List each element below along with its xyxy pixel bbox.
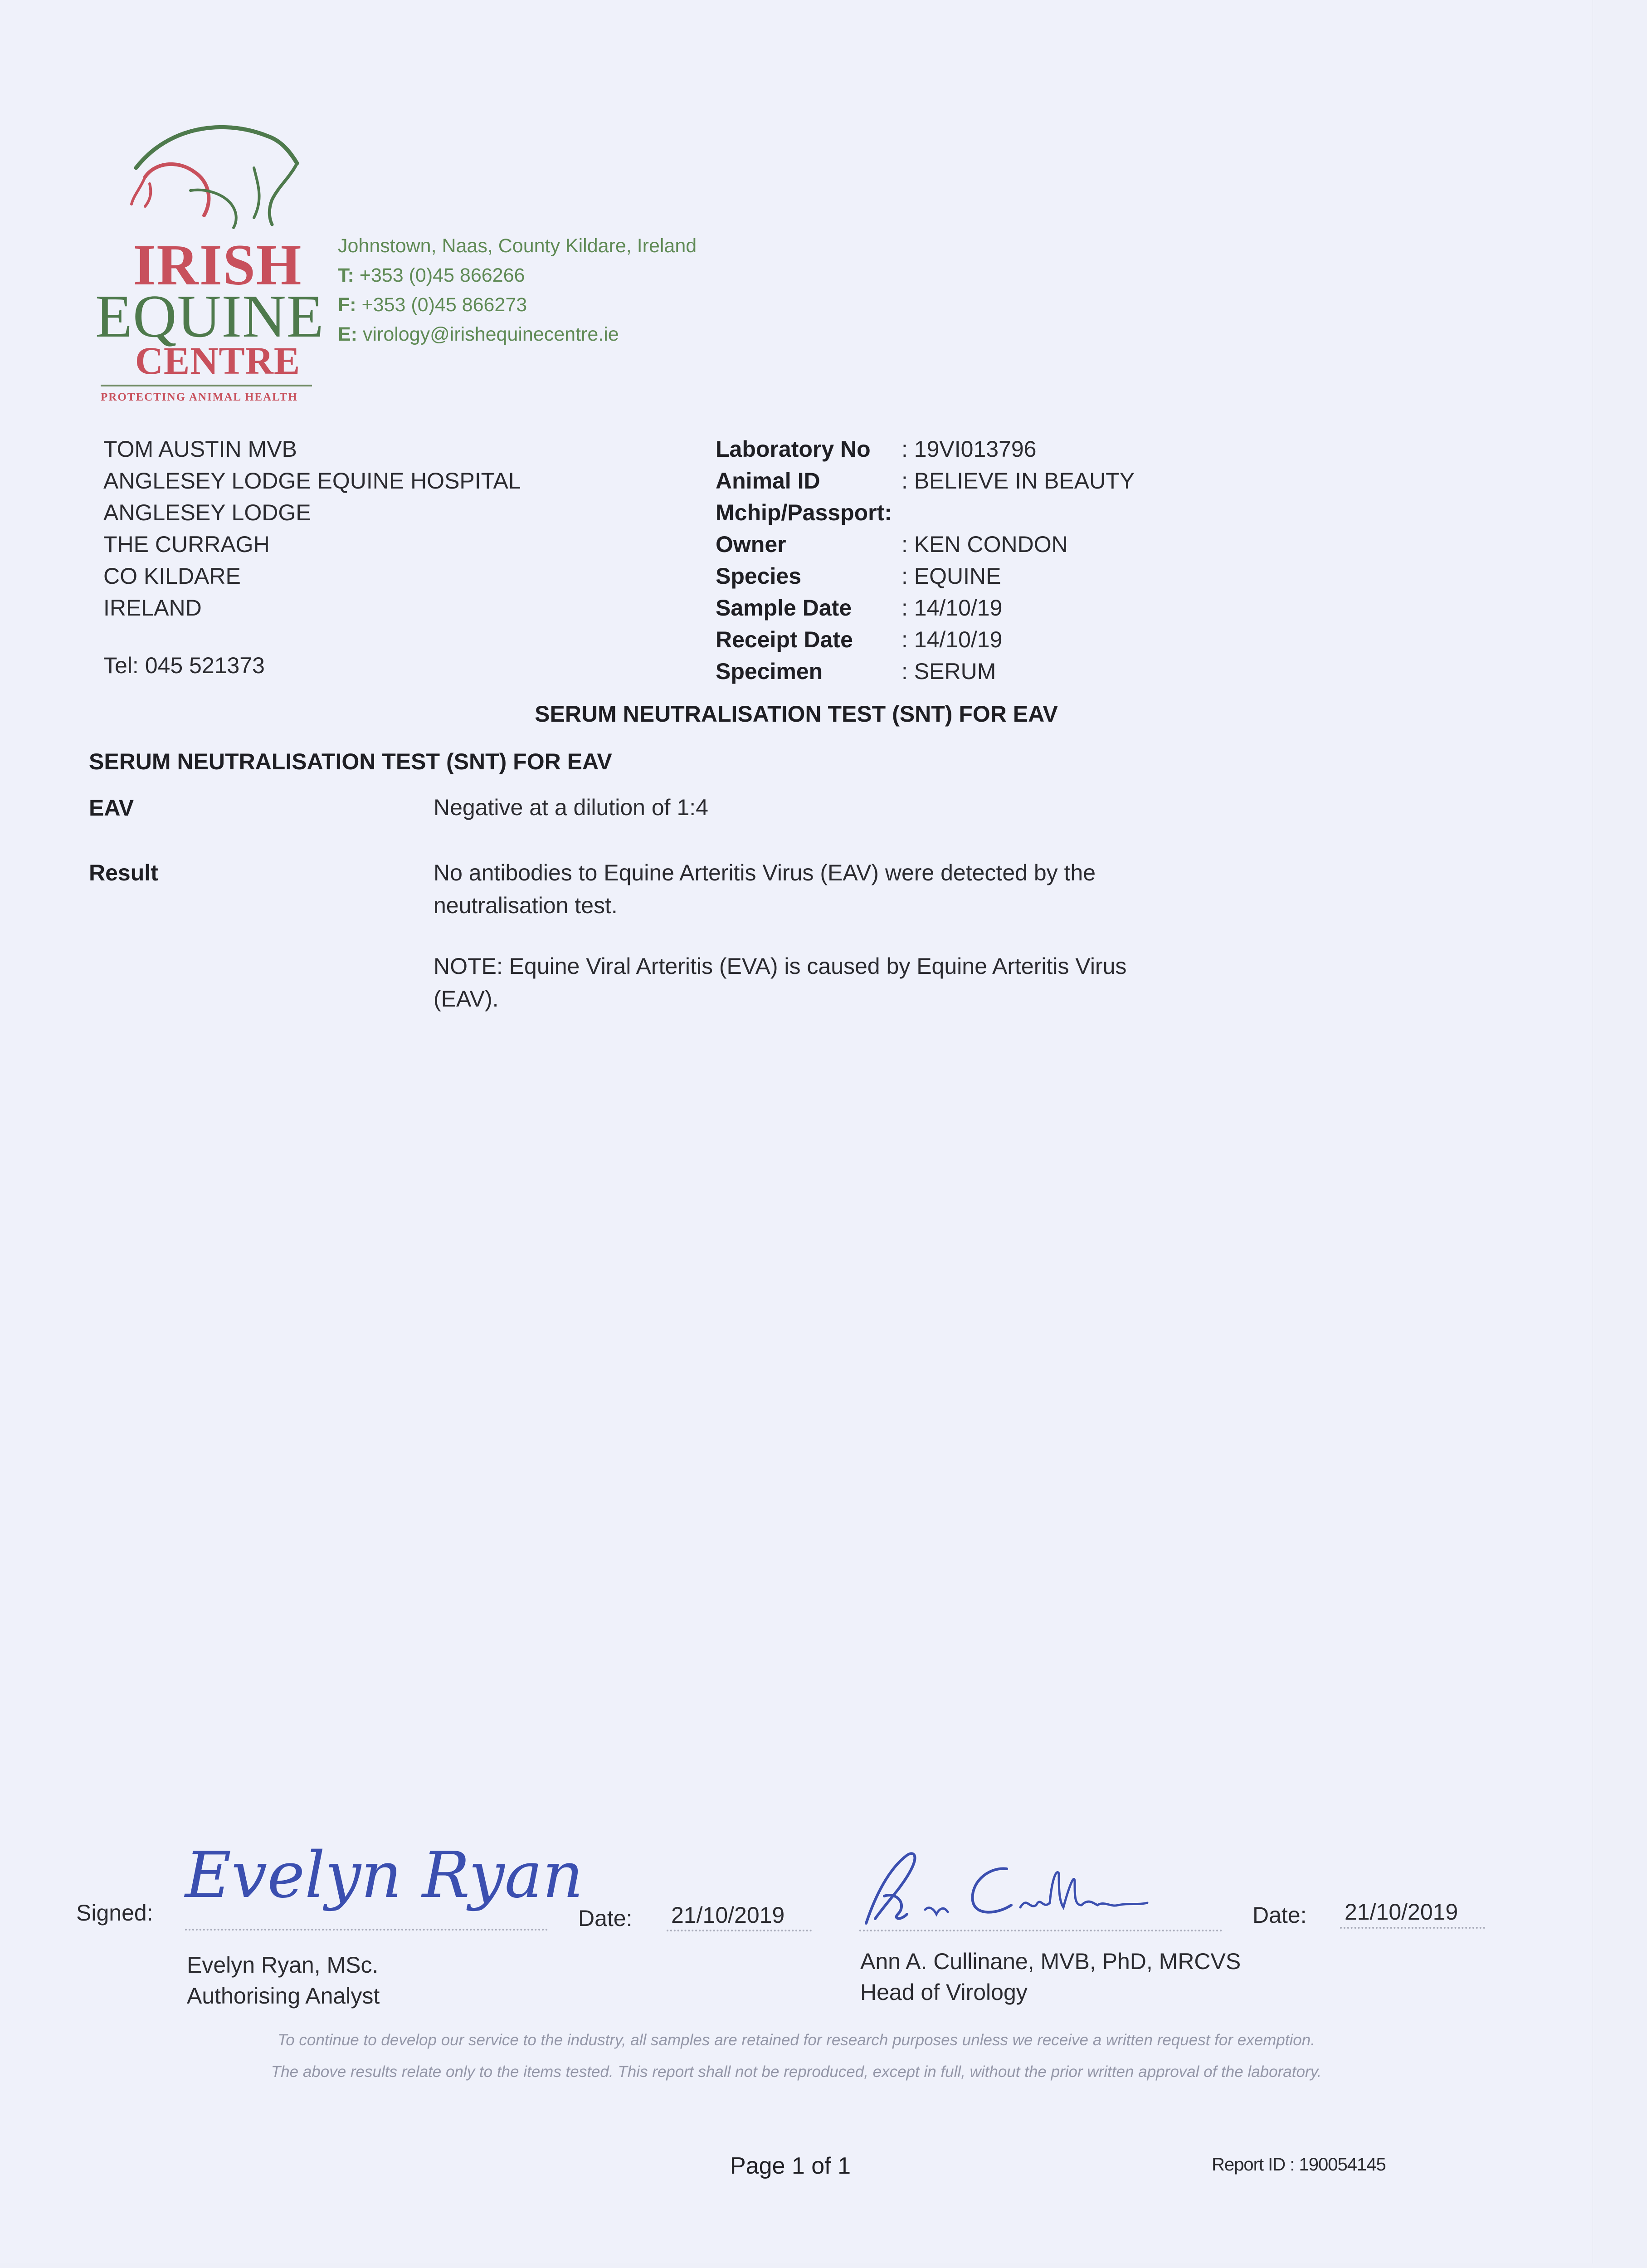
meta-label: Owner [716,532,786,557]
meta-value: : 19VI013796 [901,436,1037,462]
meta-value: : 14/10/19 [901,627,1003,652]
signature-line [185,1929,548,1931]
logo-tagline: PROTECTING ANIMAL HEALTH [101,391,298,403]
ann-cullinane-signature [857,1842,1220,1932]
report-id: Report ID : 190054145 [1212,2155,1386,2175]
irish-equine-centre-logo [91,109,326,408]
signer-title: Head of Virology [860,1980,1028,2005]
meta-row [716,528,1135,560]
date-value: 21/10/2019 [671,1902,785,1928]
result-label: Result [89,860,158,885]
meta-label: Mchip/Passport: [716,500,892,525]
meta-value: : 14/10/19 [901,595,1003,621]
address-line: THE CURRAGH [103,532,270,557]
address-line: ANGLESEY LODGE [103,500,311,525]
date-label: Date: [578,1906,633,1931]
evelyn-ryan-signature: Evelyn Ryan [185,1838,584,1912]
contact-email: E: virology@irishequinecentre.ie [338,323,619,345]
date-line [667,1930,812,1931]
meta-row [716,624,1135,655]
signer-title: Authorising Analyst [187,1983,380,2009]
disclaimer-reproduction: The above results relate only to the items tested. This report shall not be reproduced, except in full, without the prior written approval of the laboratory. [271,2063,1322,2081]
sample-metadata [716,433,1135,687]
meta-label: Species [716,563,802,589]
signature-line [859,1930,1222,1931]
eav-value: Negative at a dilution of 1:4 [434,795,708,820]
signer1-block [187,1950,380,2011]
meta-value: : SERUM [901,659,996,684]
contact-fax: F: +353 (0)45 866273 [338,294,527,316]
signed-label: Signed: [76,1900,153,1926]
logo-divider [101,385,312,386]
contact-block [338,231,697,349]
address-line: TOM AUSTIN MVB [103,436,297,462]
result-text: No antibodies to Equine Arteritis Virus (EAV) were detected by the neutralisation test. [434,860,1096,918]
meta-row [716,560,1135,592]
disclaimer-retention: To continue to develop our service to the industry, all samples are retained for research purposes unless we receive a written request for exemption. [278,2031,1315,2049]
signer-name: Ann A. Cullinane, MVB, PhD, MRCVS [860,1949,1241,1974]
meta-value: : EQUINE [901,563,1001,589]
meta-row [716,465,1135,497]
logo-text-equine: EQUINE [95,283,324,350]
address-line: IRELAND [103,595,202,621]
meta-label: Laboratory No [716,436,871,462]
date-label: Date: [1252,1902,1307,1928]
report-title: SERUM NEUTRALISATION TEST (SNT) FOR EAV [535,701,1058,727]
page-number: Page 1 of 1 [730,2153,851,2179]
horse-logo-icon [118,109,308,231]
date-line [1340,1927,1485,1929]
address-line: ANGLESEY LODGE EQUINE HOSPITAL [103,468,521,494]
meta-label: Specimen [716,659,823,684]
signer-name: Evelyn Ryan, MSc. [187,1952,379,1978]
meta-row [716,497,1135,528]
meta-row [716,655,1135,687]
meta-label: Receipt Date [716,627,853,652]
address-line: CO KILDARE [103,563,241,589]
meta-label: Animal ID [716,468,820,494]
signer2-block [860,1946,1241,2008]
recipient-address [103,433,521,624]
meta-row [716,433,1135,465]
meta-value: : KEN CONDON [901,532,1068,557]
note-text: NOTE: Equine Viral Arteritis (EVA) is caused by Equine Arteritis Virus (EAV). [434,953,1127,1012]
date-value: 21/10/2019 [1345,1899,1458,1925]
contact-telephone: T: +353 (0)45 866266 [338,264,525,286]
meta-value: : BELIEVE IN BEAUTY [901,468,1135,494]
logo-text-irish: IRISH [133,233,302,297]
contact-address: Johnstown, Naas, County Kildare, Ireland [338,235,697,257]
meta-row [716,592,1135,624]
recipient-telephone: Tel: 045 521373 [103,653,265,678]
logo-text-centre: CENTRE [135,339,301,382]
meta-label: Sample Date [716,595,852,621]
eav-label: EAV [89,795,134,821]
section-heading: SERUM NEUTRALISATION TEST (SNT) FOR EAV [89,749,612,774]
